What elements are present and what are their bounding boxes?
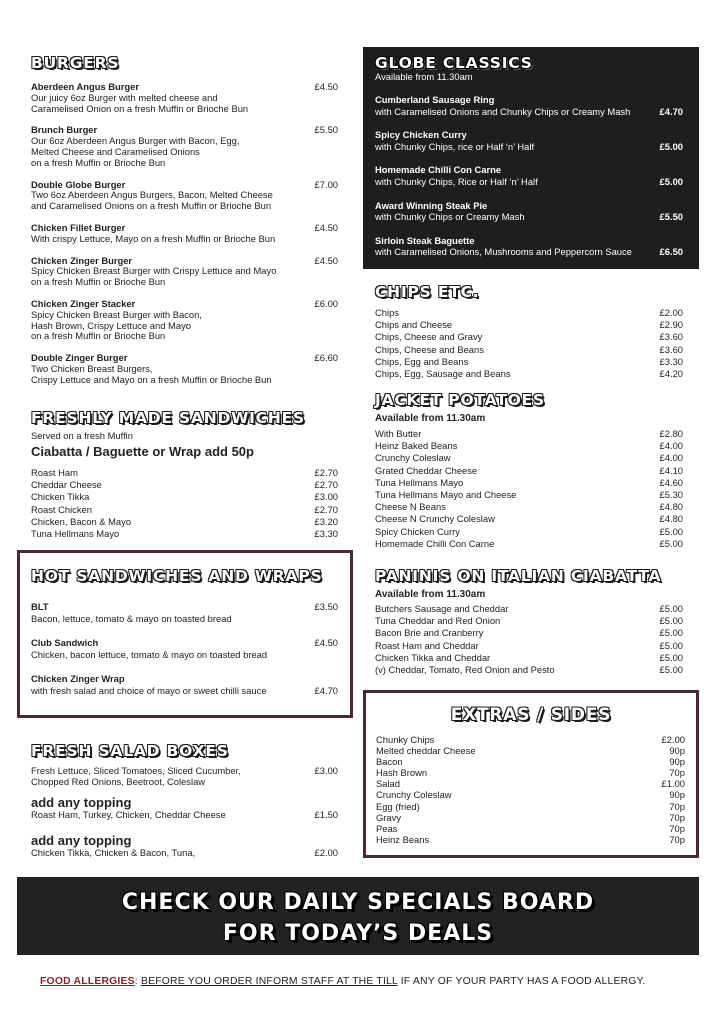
hot-item [31,601,338,625]
chips-row [375,319,683,331]
topping2-price: £2.00 [314,847,338,859]
jacket-row [375,501,683,513]
salad-section [31,742,338,859]
jacket-row [375,526,683,538]
classic-price: £5.00 [659,140,683,152]
chips-section [375,283,683,380]
panini-row [375,652,683,664]
panini-row [375,664,683,676]
chips-row-name: Chips [375,307,399,318]
burger-desc: Melted Cheese and Caramelised Onions [31,145,200,157]
jacket-row-name: Heinz Baked Beans [375,440,458,452]
panini-row-name: Butchers Sausage and Cheddar [375,603,509,614]
jacket-row-name: Grated Cheddar Cheese [375,464,478,476]
paninis-available: Available from 11.30am [375,589,486,600]
hot-item [31,673,338,697]
chips-row-price: £3.30 [659,355,683,367]
paninis-heading: PANINIS ON ITALIAN CIABATTA [375,567,662,585]
jacket-row-price: £5.00 [659,537,683,549]
hot-price: £4.70 [314,685,338,696]
extras-row [376,767,685,778]
jacket-row-price: £4.00 [659,440,683,452]
burger-item [31,180,338,212]
hot-desc: Chicken, bacon lettuce, tomato & mayo on toasted bread [31,649,268,660]
burger-desc: on a fresh Muffin or Brioche Bun [31,276,166,288]
extras-row-price: 70p [669,800,685,812]
classic-name: Homemade Chilli Con Carne [375,164,502,176]
burger-desc: Spicy Chicken Breast Burger with Bacon, [31,308,202,320]
hot-heading: HOT SANDWICHES AND WRAPS [31,567,323,585]
jacket-row-name: Homemade Chilli Con Carne [375,537,495,549]
extras-row [376,801,685,812]
extras-row-price: 70p [669,767,685,779]
classic-desc: with Caramelised Onions, Mushrooms and Peppercorn Sauce [375,246,632,258]
extras-row-name: Egg (fried) [376,800,420,812]
burger-desc: Spicy Chicken Breast Burger with Crispy Lettuce and Mayo [31,265,277,277]
allergy-colon: : [134,976,138,987]
burgers-heading: BURGERS [31,54,120,72]
chips-row [375,356,683,368]
banner-line1: CHECK OUR DAILY SPECIALS BOARD [121,890,595,915]
burger-desc: Two Chicken Breast Burgers, [31,362,153,374]
burger-price: £4.50 [314,221,338,233]
sandwiches-upgrade: Ciabatta / Baguette or Wrap add 50p [31,444,254,459]
extras-list [376,734,685,845]
salad-heading: FRESH SALAD BOXES [31,742,229,760]
classic-desc: with Chunky Chips, rice or Half ‘n’ Half [375,140,535,152]
classics-panel [363,47,699,269]
jacket-row-name: Spicy Chicken Curry [375,525,460,537]
classics-heading: GLOBE CLASSICS [375,54,533,72]
jacket-row-price: £4.80 [659,513,683,525]
extras-row-name: Crunchy Coleslaw [376,789,452,801]
sandwich-row-name: Roast Chicken [31,503,92,515]
sandwiches-served: Served on a fresh Muffin [31,430,133,441]
extras-box [363,690,699,858]
jacket-row-name: Tuna Hellmans Mayo and Cheese [375,489,517,501]
hot-sandwiches-box [17,550,353,718]
extras-row-name: Peas [376,822,398,834]
hot-name: BLT [31,601,49,612]
panini-row-price: £5.00 [659,603,683,614]
chips-row-name: Chips, Egg, Sausage and Beans [375,368,511,380]
jacket-row-price: £4.80 [659,501,683,513]
classic-price: £6.50 [659,246,683,258]
jacket-row-name: Cheese N Crunchy Coleslaw [375,513,495,525]
chips-row-price: £2.90 [659,319,683,331]
extras-row-price: £2.00 [661,734,685,745]
jacket-section [375,391,683,550]
classic-name: Award Winning Steak Pie [375,199,488,211]
jacket-row [375,538,683,550]
burgers-section [31,54,338,72]
burger-desc: Crispy Lettuce and Mayo on a fresh Muffin or Brioche Bun [31,373,272,385]
panini-row-name: Bacon Brie and Cranberry [375,627,484,639]
burger-desc: Hash Brown, Crispy Lettuce and Mayo [31,319,191,331]
chips-row-name: Chips, Egg and Beans [375,355,469,367]
panini-row-name: (v) Cheddar, Tomato, Red Onion and Pesto [375,664,555,676]
salad-base-price: £3.00 [314,765,338,776]
burger-item [31,125,338,168]
salad-base-line1: Fresh Lettuce, Sliced Tomatoes, Sliced Cucumber, [31,765,241,776]
jacket-row-price: £4.00 [659,452,683,464]
classic-item [375,164,683,187]
chips-row-price: £4.20 [659,368,683,380]
extras-row-price: 70p [669,833,685,845]
extras-row [376,778,685,789]
burger-name: Aberdeen Angus Burger [31,81,139,92]
burger-desc: Our 6oz Aberdeen Angus Burger with Bacon, Egg, [31,135,240,147]
sandwich-row-name: Roast Ham [31,467,78,478]
sandwich-row-name: Tuna Hellmans Mayo [31,528,120,540]
extras-row-name: Hash Brown [376,767,428,779]
burger-price: £4.50 [314,254,338,266]
topping2 [31,848,338,859]
jacket-row [375,489,683,501]
paninis-section [375,567,683,676]
allergy-instruction: BEFORE YOU ORDER INFORM STAFF AT THE TILL [140,976,398,987]
topping1-price: £1.50 [314,808,338,820]
hot-name: Club Sandwich [31,637,99,648]
burger-desc: on a fresh Muffin or Brioche Bun [31,330,166,342]
sandwich-row [31,516,338,528]
panini-row [375,603,683,615]
panini-row-price: £5.00 [659,627,683,639]
extras-row [376,834,685,845]
burgers-list [31,82,338,386]
chips-row [375,344,683,356]
jacket-row [375,428,683,440]
burger-item [31,82,338,114]
sandwich-row-price: £3.30 [314,528,338,540]
sandwich-row-price: £2.70 [314,467,338,478]
sandwiches-list [31,467,338,540]
classic-name: Sirloin Steak Baguette [375,234,475,246]
jacket-row [375,465,683,477]
classic-name: Spicy Chicken Curry [375,129,467,141]
sandwiches-heading: FRESHLY MADE SANDWICHES [31,409,305,427]
burger-name: Double Globe Burger [31,178,126,190]
extras-row-name: Gravy [376,811,402,823]
extras-row [376,789,685,800]
panini-row-price: £5.00 [659,615,683,627]
hot-desc: with fresh salad and choice of mayo or sweet chilli sauce [31,685,267,696]
salad-base [31,766,338,788]
hot-price: £3.50 [314,601,338,612]
sandwich-row [31,528,338,540]
hot-desc: Bacon, lettuce, tomato & mayo on toasted bread [31,613,232,624]
extras-row-name: Bacon [376,756,403,768]
burger-desc: Our juicy 6oz Burger with melted cheese and [31,91,218,103]
burger-desc: on a fresh Muffin or Brioche Bun [31,156,166,168]
sandwich-row-price: £3.20 [314,515,338,527]
extras-row-name: Melted cheddar Cheese [376,745,476,757]
burger-item [31,256,338,288]
sandwich-row-name: Chicken Tikka [31,491,90,503]
panini-row-price: £5.00 [659,639,683,651]
sandwich-row-name: Cheddar Cheese [31,479,102,491]
extras-row-name: Heinz Beans [376,833,430,845]
extras-row-price: 90p [669,756,685,768]
chips-heading: CHIPS ETC. [375,283,480,301]
topping2-desc: Chicken Tikka, Chicken & Bacon, Tuna, [31,847,196,859]
panini-row-price: £5.00 [659,651,683,663]
extras-heading: EXTRAS / SIDES [450,705,612,725]
jacket-row-name: Crunchy Coleslaw [375,452,451,464]
classic-desc: with Caramelised Onions and Chunky Chips or Creamy Mash [375,105,631,117]
specials-banner [17,877,699,955]
extras-row-price: 70p [669,811,685,823]
topping1-desc: Roast Ham, Turkey, Chicken, Cheddar Cheese [31,808,226,820]
burger-item [31,353,338,385]
hot-list [31,601,338,697]
burger-desc: Two 6oz Aberdeen Angus Burgers, Bacon, Melted Cheese [31,189,273,201]
sandwich-row-price: £2.70 [314,479,338,491]
classic-item [375,94,683,117]
banner-line2: FOR TODAY’S DEALS [222,921,494,946]
sandwiches-section [31,409,341,540]
classic-price: £4.70 [659,105,683,117]
jacket-row [375,440,683,452]
chips-row-name: Chips and Cheese [375,319,453,331]
chips-row-price: £3.60 [659,331,683,343]
jacket-row [375,477,683,489]
chips-row-name: Chips, Cheese and Beans [375,343,484,355]
jacket-row-price: £5.30 [659,489,683,501]
panini-row-name: Roast Ham and Cheddar [375,639,479,651]
jacket-row-price: £4.10 [659,464,683,476]
extras-row-price: £1.00 [661,778,685,790]
burger-name: Chicken Zinger Stacker [31,297,136,309]
topping2-title: add any topping [31,833,132,849]
burger-name: Chicken Zinger Burger [31,254,133,266]
topping1 [31,810,338,821]
chips-list [375,307,683,380]
burger-price: £6.60 [314,352,338,364]
chips-row [375,331,683,343]
chips-row [375,307,683,319]
panini-row-price: £5.00 [659,664,683,676]
chips-row-name: Chips, Cheese and Gravy [375,331,483,343]
panini-row-name: Chicken Tikka and Cheddar [375,651,491,663]
allergy-rest: IF ANY OF YOUR PARTY HAS A FOOD ALLERGY. [397,976,646,987]
jacket-row-name: Tuna Hellmans Mayo [375,476,464,488]
allergy-label: FOOD ALLERGIES [40,976,135,987]
jacket-row-price: £5.00 [659,525,683,537]
panini-row [375,627,683,639]
burger-item [31,299,338,342]
extras-row-price: 90p [669,789,685,801]
classic-item [375,129,683,152]
extras-row-price: 90p [669,745,685,757]
classic-desc: with Chunky Chips or Creamy Mash [375,211,525,223]
hot-price: £4.50 [314,637,338,648]
classic-name: Cumberland Sausage Ring [375,94,495,105]
burger-desc: Caramelised Onion on a fresh Muffin or Brioche Bun [31,102,249,114]
burger-item [31,223,338,245]
panini-row [375,640,683,652]
sandwich-row [31,504,338,516]
sandwich-row-price: £2.70 [314,503,338,515]
jacket-row-name: Cheese N Beans [375,501,446,513]
sandwich-row [31,491,338,503]
jacket-available: Available from 11.30am [375,413,486,424]
sandwich-row-price: £3.00 [314,491,338,503]
sandwich-row [31,479,338,491]
burger-price: £4.50 [314,81,338,92]
jacket-row-price: £2.80 [659,428,683,439]
burger-price: £6.00 [314,297,338,309]
allergy-notice [40,976,700,987]
hot-item [31,637,338,661]
paninis-list [375,603,683,676]
classic-item [375,235,683,258]
jacket-list [375,428,683,550]
chips-row [375,368,683,380]
panini-row [375,615,683,627]
burger-name: Double Zinger Burger [31,352,128,364]
jacket-row [375,513,683,525]
extras-row [376,812,685,823]
burger-price: £5.50 [314,124,338,136]
burger-name: Brunch Burger [31,124,98,136]
chips-row-price: £2.00 [659,307,683,318]
classic-price: £5.50 [659,211,683,223]
salad-base-line2: Chopped Red Onions, Beetroot, Coleslaw [31,775,206,787]
extras-row-name: Salad [376,778,400,790]
extras-row [376,756,685,767]
classic-price: £5.00 [659,175,683,187]
hot-name: Chicken Zinger Wrap [31,673,125,684]
burger-desc: and Caramelised Onions on a fresh Muffin or Brioche Bun [31,200,272,212]
sandwich-row [31,467,338,479]
extras-row [376,823,685,834]
classic-desc: with Chunky Chips, Rice or Half ‘n’ Half [375,175,538,187]
classics-list [375,94,683,258]
extras-row [376,745,685,756]
sandwich-row-name: Chicken, Bacon & Mayo [31,515,132,527]
chips-row-price: £3.60 [659,343,683,355]
burger-desc: With crispy Lettuce, Mayo on a fresh Muffin or Brioche Bun [31,232,276,244]
topping1-title: add any topping [31,794,132,810]
panini-row-name: Tuna Cheddar and Red Onion [375,615,501,627]
extras-row [376,734,685,745]
jacket-row [375,452,683,464]
extras-row-name: Chunky Chips [376,734,435,745]
extras-row-price: 70p [669,822,685,834]
burger-name: Chicken Fillet Burger [31,221,126,233]
classic-item [375,200,683,223]
jacket-row-price: £4.60 [659,476,683,488]
classics-available: Available from 11.30am [375,71,473,82]
burger-price: £7.00 [314,178,338,190]
jacket-row-name: With Butter [375,428,422,439]
jacket-heading: JACKET POTATOES [375,391,545,409]
